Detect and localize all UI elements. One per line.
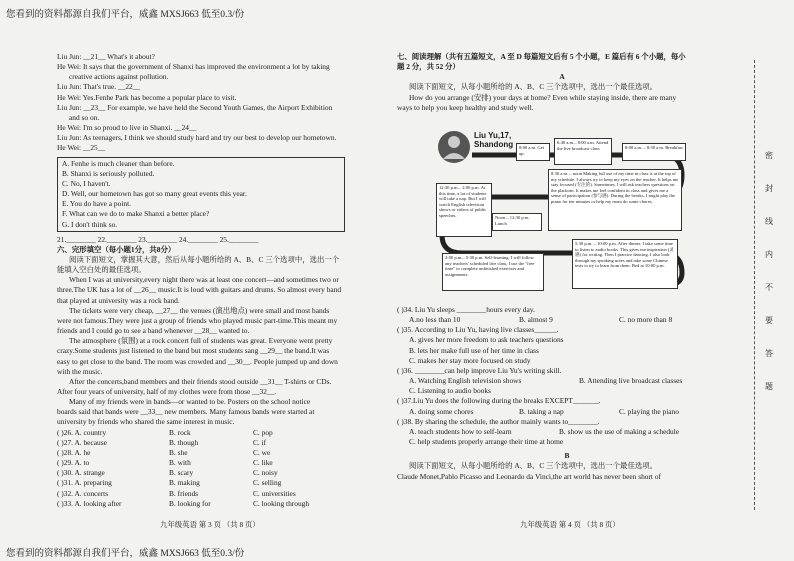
option: B. taking a nap [519,406,564,416]
passage-line: university by friends who shared the same interest in music. [57,417,235,427]
watermark-bottom: 您看到的资料都源自我们平台，威鑫 MXSJ663 低至0.3/份 [6,549,245,559]
passage-line: friends and I could go to see a band whenever __28__ wanted to. [57,326,250,336]
option-c: C. pop [253,427,273,437]
option: A. teach students how to self-learn [409,426,512,436]
watermark-top: 您看到的资料都源自我们平台，威鑫 MXSJ663 低至0.3/份 [6,10,245,20]
option: C. no more than 8 [619,315,673,325]
schedule-box-get-up: 8:00 a.m. Get up [516,143,550,161]
box-option: A. Fenhe is much cleaner than before. [62,158,175,168]
option-c: C. like [253,458,273,468]
q35-option-b: B. lets her make full use of her time in class [409,345,539,355]
seal-dashed-line [754,60,755,510]
dialogue-line: He Wei: __25__ [57,143,106,153]
option-row-26 [57,428,357,438]
option: A. doing some chores [409,406,474,416]
section-7-title: 七、阅读理解（共有五篇短文，A 至 D 每篇短文后有 5 个小题，E 篇后有 6 个小题，每小 [397,52,686,61]
option: A.no less than 10 [409,315,461,325]
question-34: ( )34. Liu Yu sleeps ________hours every day. [397,305,535,314]
seal-char: 线 [765,217,773,226]
passage-line: were not famous.They were just a group of friends who played music part-time.This meant my [57,315,338,325]
dialogue-line: He Wei: It says that the government of Shanxi has improved the environment a lot by taking [57,62,330,72]
option-row-30 [57,468,357,478]
passage-line: easy to get close to the band. The room was crowded and __30__. People jumped up and down [57,356,338,366]
passage-line: After the concerts,band members and their friends stood outside __31__ T-shirts or CDs. [69,376,332,386]
option-b: B. rock [169,427,191,437]
schedule-box-class-time: 8:30 a.m. – noon Making full use of my time in class is at the top of my schedule. I always try to keep my eyes on the teacher. It helps me stay focused (专注的). Sometimes, I will ask teachers questions on the platform. It makes me feel confident in class and gives me a sense of participation (参与感). During the breaks, I might play the piano for ten minutes or help my mom do some chores. [548,169,682,231]
schedule-box-breakfast: 8:00 a.m. – 8:30 a.m. Breakfast [622,143,686,161]
part-b-instruction: 阅读下面短文，从每小题所给的 A、B、C 三个选项中，选出一个最佳选项。 [409,461,658,471]
left-column [57,52,357,509]
box-option: C. No, I haven't. [62,178,111,188]
q35-option-a: A. gives her more freedom to ask teachers questions [409,335,564,345]
option-b: B. she [169,447,188,457]
section-7-title: 题 2 分，共 52 分） [397,62,460,72]
option-b: B. making [169,478,200,488]
cloze-options [57,428,357,509]
q36-options [397,376,737,386]
question-37: ( )37.Liu Yu does the following during the breaks EXCEPT_______. [397,396,601,406]
passage-line: crazy.Some students just listened to the band but most students sang __29__ the band.It was [57,346,330,356]
option-b: B. scary [169,468,194,478]
option-c: C. if [253,437,267,447]
box-option: G. I don't think so. [62,219,118,229]
passage-line: boards said that bands were __33__ new members. Many famous bands were started at [57,407,315,417]
option: B. Attending live broadcast classes [579,376,683,386]
q36-option-c: C. Listening to audio books [409,386,491,396]
option-a: ( )29. A. to [57,458,90,468]
part-a-label: A [559,72,565,82]
q38-options [397,427,737,437]
passage-line: After four years of university, half of my clothes were from those __32__. [57,387,277,396]
part-b-intro: Claude Monet,Pablo Picasso and Leonardo da Vinci,the art world has never been short of [397,471,661,481]
seal-char: 密 [765,151,773,160]
part-a-instruction: 阅读下面短文，从每小题所给的 A、B、C 三个选项中，选出一个最佳选项。 [409,82,658,92]
option-row-31 [57,478,357,488]
passage-line: with the music. [57,366,103,376]
part-b-label: B [564,451,570,461]
student-name: Liu Yu,17, Shandong [474,131,514,149]
schedule-box-lunch: Noon – 12:30 p.m. Lunch [492,213,542,231]
dialogue-line: Liu Jun: __23__ For example, we have held the Second Youth Games, the Airport Exhibition [57,102,333,112]
option-a: ( )33. A. looking after [57,498,122,508]
seal-char: 不 [765,283,773,292]
page-footer-left: 九年级英语 第 3 页 （共 8 页） [160,520,260,529]
dialogue [57,52,357,154]
section-6-instruction: 能填入空白处的最佳选项。 [57,265,146,275]
q35-option-c: C. makes her stay more focused on study [409,355,531,365]
schedule-diagram [432,125,692,300]
intro-line: ways to help you keep healthy and study well. [397,102,534,112]
options-box [57,157,345,232]
section-6-title: 六、完形填空（每小题1分，共8分） [57,244,176,254]
option-row-32 [57,489,357,499]
passage-line: When I was at university,every night there was at least one concert—and sometimes two or [69,275,339,285]
option-a: ( )26. A. country [57,427,107,437]
option-row-28 [57,448,357,458]
schedule-box-evening: 5:30 p.m. – 10:00 p.m. After dinner, I take some time to listen to audio books. This gives me inspiration (灵感) for writing. Then I practice dancing. I also look through my speaking notes and take some Chinese tests to try to learn from them. Bed at 10:00 p.m. [572,239,678,289]
section-6-instruction: 阅读下面短文，掌握其大意，然后从每小题所给的 A、B、C 三个选项中，选出一个 [69,254,340,264]
box-option: F. What can we do to make Shanxi a better place? [62,209,210,219]
option-row-27 [57,438,357,448]
box-option: E. You do have a point. [62,199,131,209]
option-c: C. noisy [253,468,278,478]
dialogue-line: He Wei: I'm so proud to live in Shanxi. __24__ [57,123,197,133]
passage-line: The tickets were very cheap, __27__ the venues (演出地点) were small and most bands [69,305,330,315]
option-row-29 [57,458,357,468]
dialogue-line: creative actions against pollution. [69,72,169,82]
dialogue-line: and so on. [69,112,100,122]
passage-line: The atmosphere (氛围) at a rock concert full of students was great. Everyone went pretty [69,336,333,346]
question-35: ( )35. According to Liu Yu, having live classes______. [397,325,559,335]
option-c: C. universities [253,488,296,498]
option-a: ( )28. A. he [57,447,91,457]
q37-options [397,407,737,417]
seal-char: 封 [765,184,773,193]
seal-char: 题 [765,382,773,391]
box-option: D. Well, our hometown has got so many great events this year. [62,189,247,199]
schedule-box-self-learning: 2:00 p.m.– 5:30 p.m. Self-learning. I will follow any teachers' scheduled live class, I use the "free time" to complete unfinished exercises and assignments. [442,253,544,291]
option: B. show us the use of making a schedule [559,426,680,436]
seal-line-notice [762,150,776,414]
option: C. playing the piano [619,406,679,416]
option-b: B. looking for [169,498,211,508]
question-38: ( )38. By sharing the schedule, the author mainly wants to________. [397,416,600,426]
intro-line: How do you arrange (安排) your days at home? Even while staying inside, there are many [409,92,677,102]
option-b: B. friends [169,488,199,498]
option-c: C. selling [253,478,282,488]
option-row-33 [57,499,357,509]
option-b: B. though [169,437,199,447]
option: A. Watching English television shows [409,376,522,386]
cloze-passage [57,275,357,427]
schedule-box-afternoon-break: 12:30 p.m.– 2:00 p.m. At this time, a lot of students will take a nap. But I will watch English television shows or videos of public speeches. [436,183,492,237]
option-b: B. with [169,458,191,468]
q38-option-c: C. help students properly arrange their time at home [409,437,564,447]
option-a: ( )27. A. because [57,437,107,447]
dialogue-line: Liu Jun: __21__ What's it about? [57,52,155,61]
passage-line: that played at university was a rock band. [57,295,180,305]
option-a: ( )30. A. strange [57,468,105,478]
questions [397,305,737,482]
passage-line: three.The UK has a lot of __26__ music.It is loud with guitars and drums. So almost every band [57,285,342,295]
option: B. almost 9 [519,315,553,325]
right-column [397,52,727,113]
schedule-box-live-class: 6:40 a.m.– 8:00 a.m. Attend the live broadcast class [554,138,612,165]
box-option: B. Shanxi is seriously polluted. [62,168,155,178]
option-a: ( )32. A. concerts [57,488,109,498]
dialogue-line: He Wei: Yes.Fenhe Park has become a popular place to visit. [57,92,237,102]
page-footer-right: 九年级英语 第 4 页 （共 8 页） [520,520,620,529]
seal-char: 答 [765,349,773,358]
dialogue-line: Liu Jun: As teenagers, I think we should study hard and try our best to develop our hometown. [57,133,337,143]
answer-blanks: 21.________ 22.________ 23.________ 24.________ 25.________ [57,234,259,244]
option-c: C. looking through [253,498,310,508]
passage-line: Many of my friends were in bands—or wanted to be. Posters on the school notice [69,397,311,407]
question-36: ( )36. ________can help improve Liu Yu's writing skill. [397,365,562,375]
seal-char: 内 [765,250,773,259]
q34-options [397,315,737,325]
option-a: ( )31. A. preparing [57,478,112,488]
seal-char: 要 [765,316,773,325]
option-c: C. we [253,447,271,457]
dialogue-line: Liu Jun: That's true. __22__ [57,82,141,92]
